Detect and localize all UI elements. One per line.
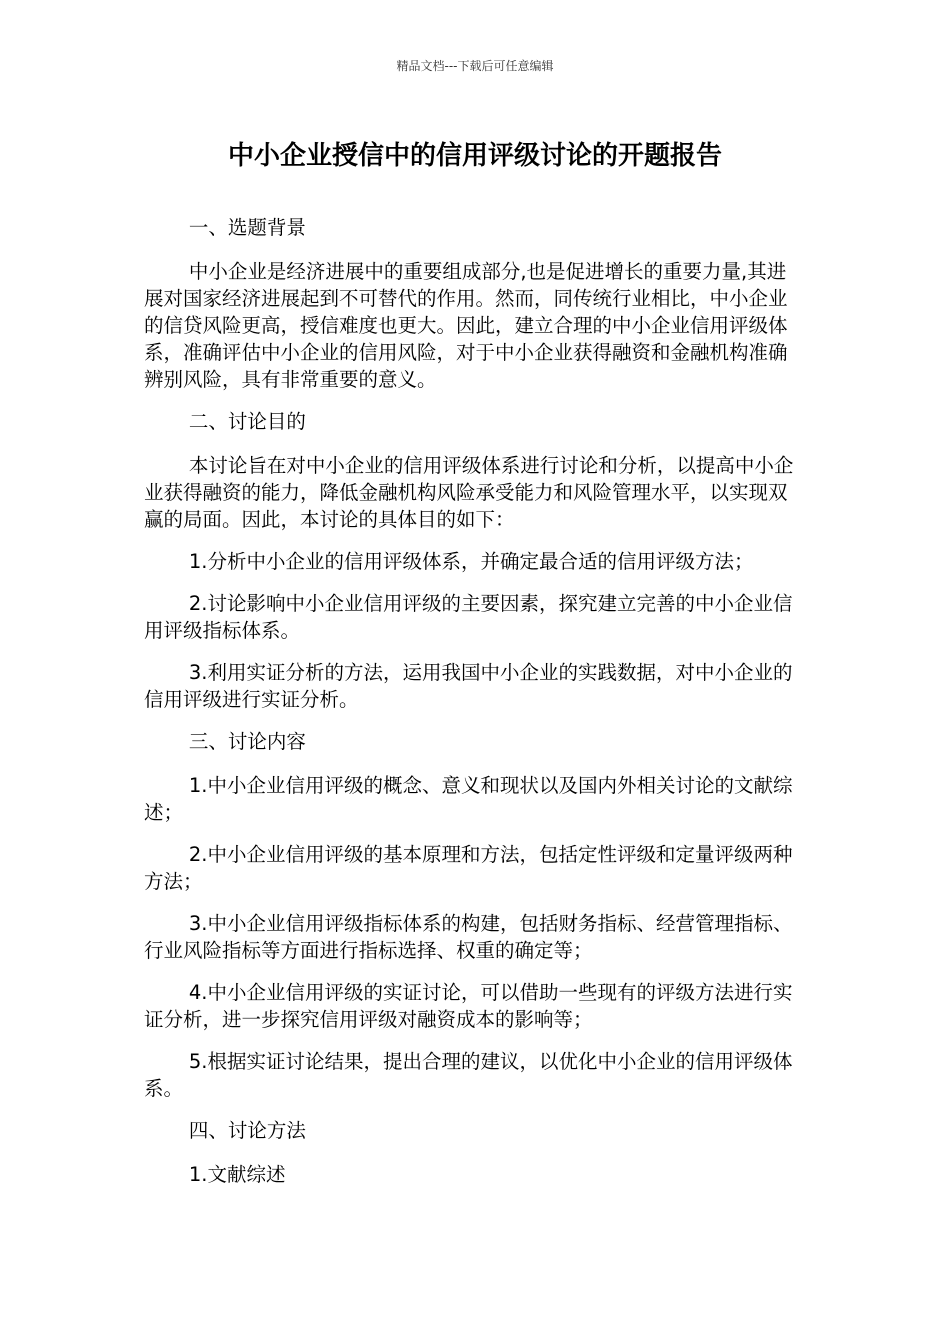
list-item-purpose-3: 3.利用实证分析的方法，运用我国中小企业的实践数据，对中小企业的信用评级进行实证分析。: [144, 661, 793, 711]
paragraph-purpose: 本讨论旨在对中小企业的信用评级体系进行讨论和分析，以提高中小企业获得融资的能力，降低金融机构风险承受能力和风险管理水平，以实现双赢的局面。因此，本讨论的具体目的如下：: [144, 454, 794, 531]
list-item-content-4: 4.中小企业信用评级的实证讨论，可以借助一些现有的评级方法进行实证分析，进一步探究信用评级对融资成本的影响等；: [144, 981, 793, 1031]
list-item-content-1: 1.中小企业信用评级的概念、意义和现状以及国内外相关讨论的文献综述；: [144, 774, 793, 824]
section-heading-purpose: 二、讨论目的: [188, 410, 306, 433]
list-item-content-2: 2.中小企业信用评级的基本原理和方法，包括定性评级和定量评级两种方法；: [144, 843, 793, 893]
document-body: [144, 214, 794, 1203]
header-note: 精品文档---下载后可任意编辑: [396, 59, 554, 73]
list-item-purpose-2: 2.讨论影响中小企业信用评级的主要因素，探究建立完善的中小企业信用评级指标体系。: [144, 592, 793, 642]
list-item-content-5: 5.根据实证讨论结果，提出合理的建议，以优化中小企业的信用评级体系。: [144, 1050, 793, 1100]
section-heading-background: 一、选题背景: [188, 216, 306, 239]
section-heading-method: 四、讨论方法: [188, 1119, 306, 1142]
paragraph-background: 中小企业是经济进展中的重要组成部分,也是促进增长的重要力量,其进展对国家经济进展起到不可替代的作用。然而，同传统行业相比，中小企业的信贷风险更高，授信难度也更大。因此，建立合理的中小企业信用评级体系，准确评估中小企业的信用风险，对于中小企业获得融资和金融机构准确辨别风险，具有非常重要的意义。: [144, 260, 788, 391]
list-item-content-3: 3.中小企业信用评级指标体系的构建，包括财务指标、经营管理指标、行业风险指标等方面进行指标选择、权重的确定等；: [144, 912, 793, 962]
section-heading-content: 三、讨论内容: [188, 730, 306, 753]
list-item-purpose-1: 1.分析中小企业的信用评级体系，并确定最合适的信用评级方法；: [188, 550, 754, 573]
document-title: 中小企业授信中的信用评级讨论的开题报告: [227, 141, 722, 171]
list-item-method-1: 1.文献综述: [188, 1163, 286, 1186]
